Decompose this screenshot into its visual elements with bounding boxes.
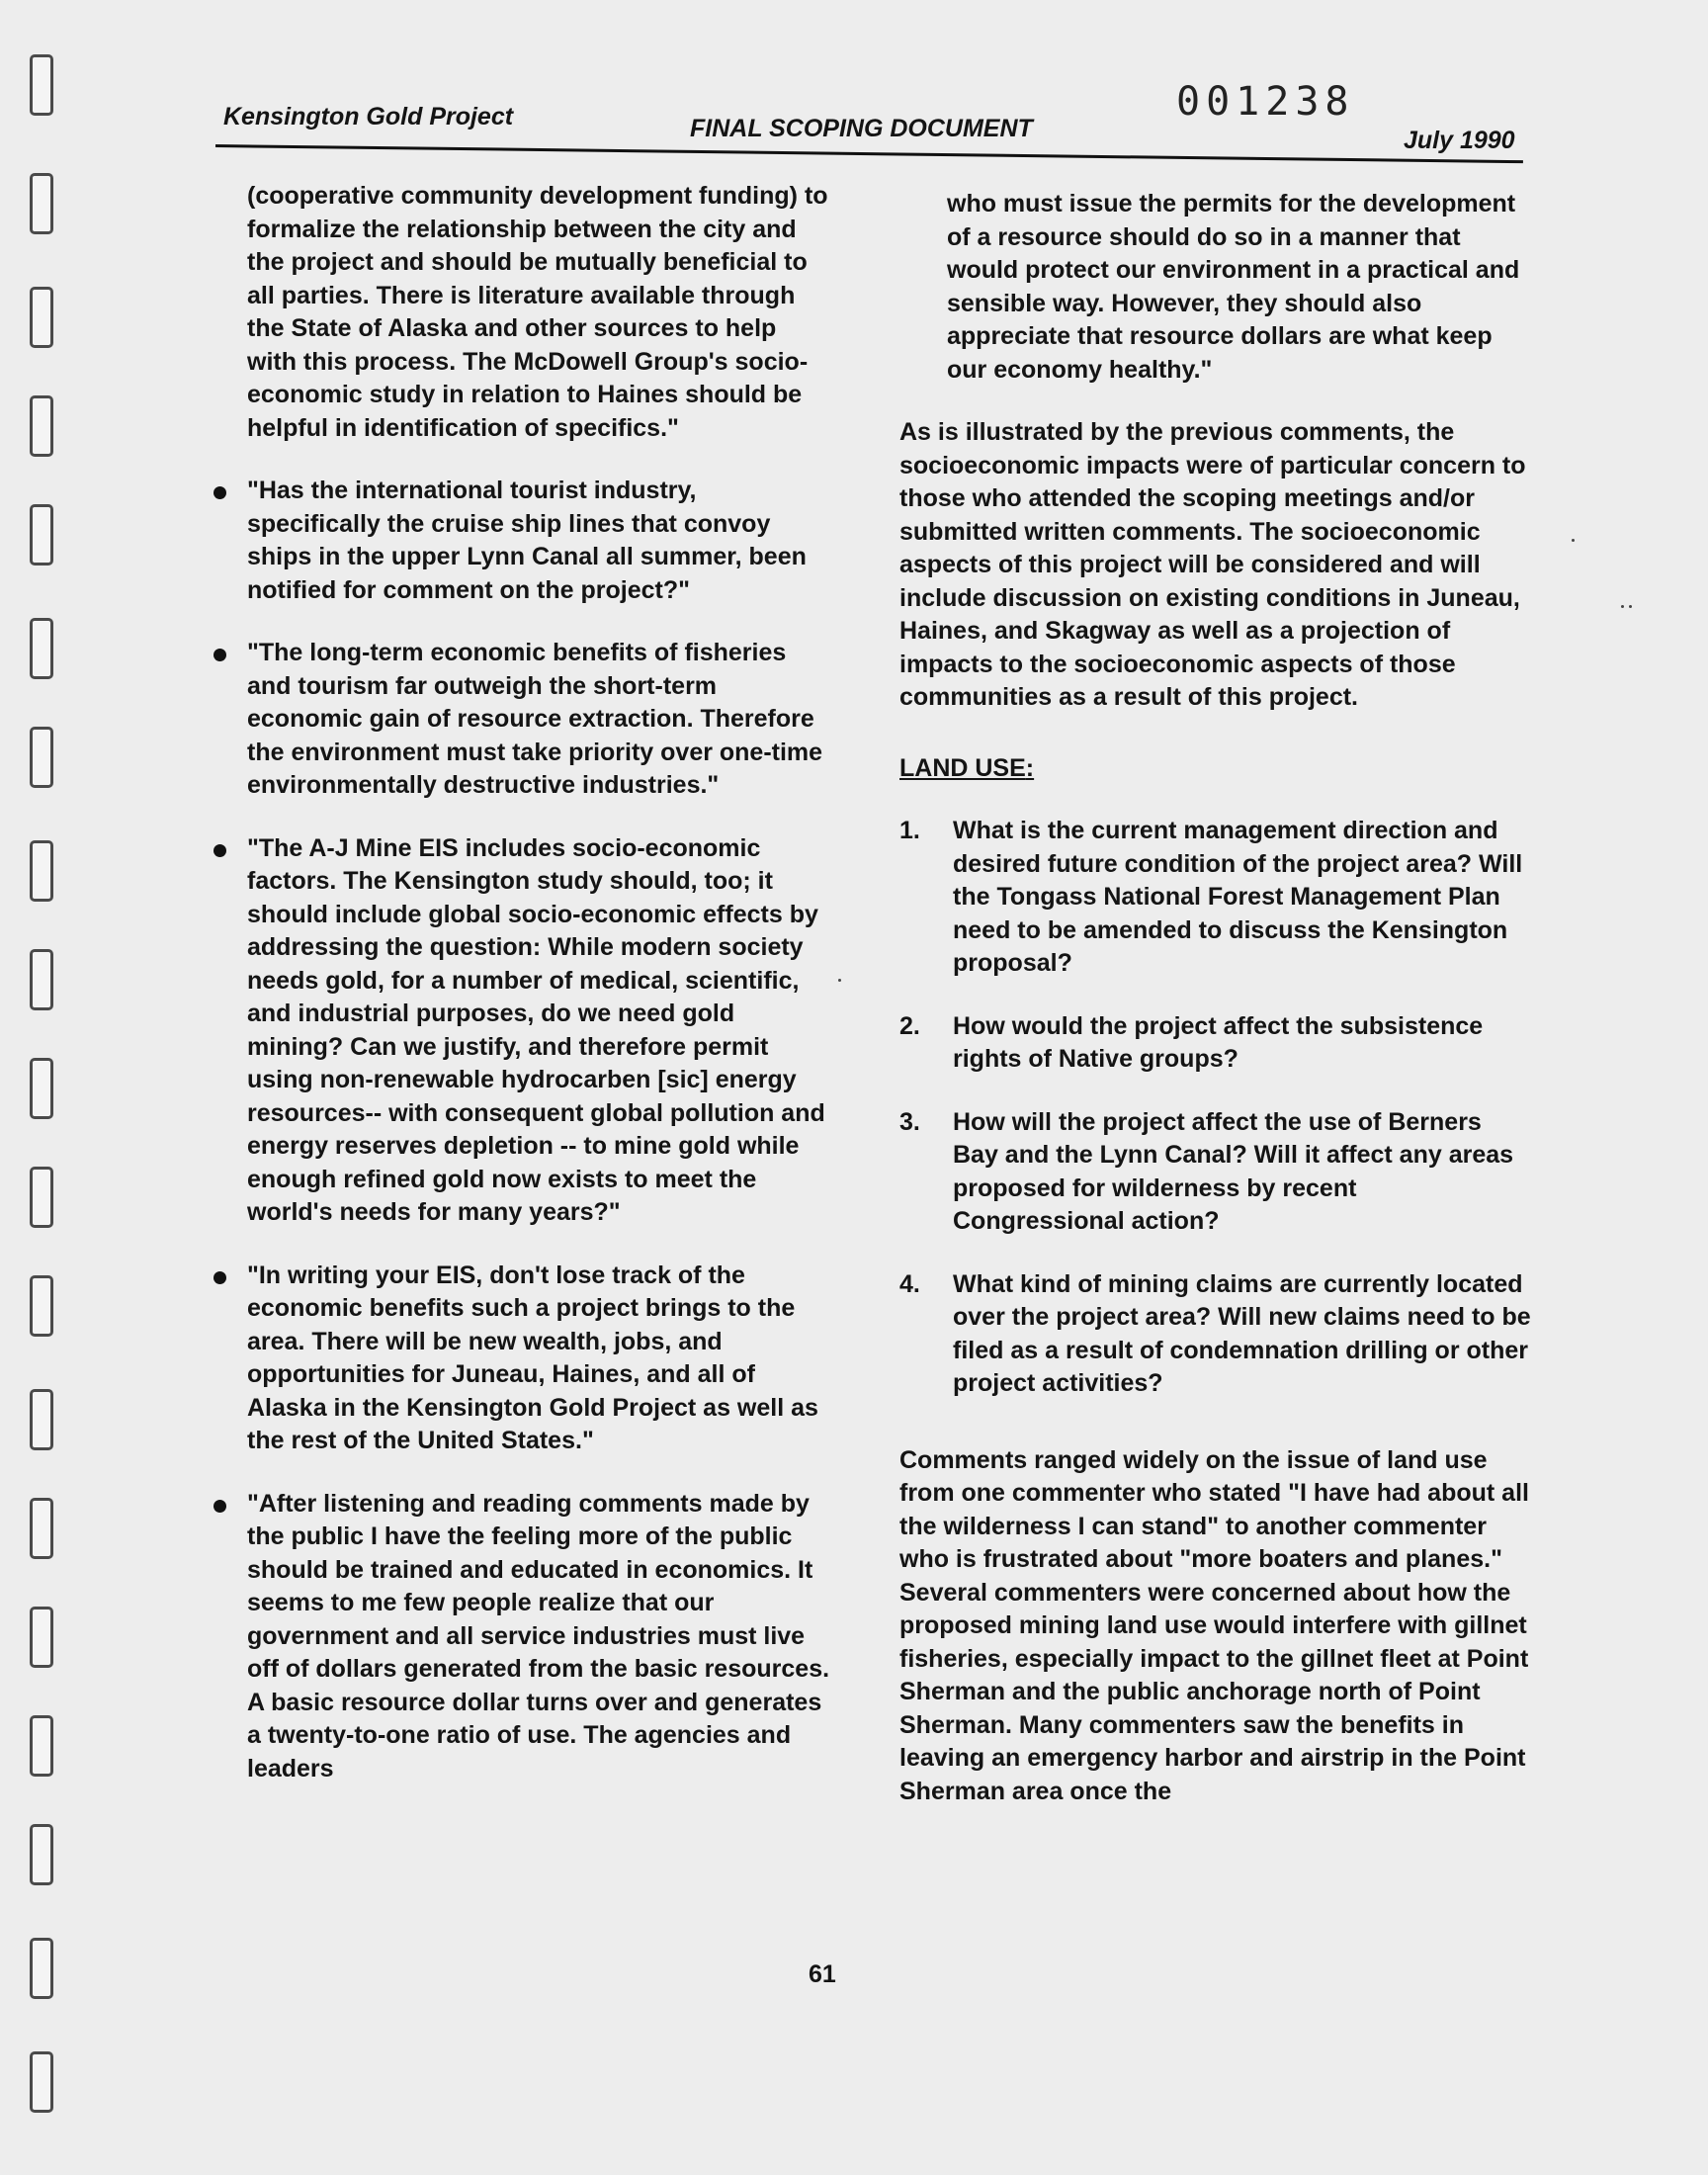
bullet-text: "After listening and reading comments made by the public I have the feeling more of the public should be trained and educated in economics. It seems to me few people realize that our government and all service industries must live off of dollars generated from the basic resources. A basic resource dollar turns over and generates a twenty-to-one ratio of use. The agencies and leaders xyxy=(247,1489,830,1783)
binder-hole xyxy=(30,54,53,116)
bullet-item xyxy=(247,475,830,607)
binder-hole xyxy=(30,1715,53,1777)
page-number: 61 xyxy=(809,1960,836,1988)
document-stamp-number: 001238 xyxy=(1176,79,1355,125)
bullet-icon xyxy=(214,649,226,661)
quote-continuation: (cooperative community development funding) to formalize the relationship between the city and the project and should be mutually beneficial to all parties. There is literature available through the State of Alaska and other sources to help with this process. The McDowell Group's socio-economic study in relation to Haines should be helpful in identification of specifics." xyxy=(247,182,828,442)
scan-speck xyxy=(838,979,841,982)
question-text: How would the project affect the subsistence rights of Native groups? xyxy=(953,1011,1484,1073)
numbered-question xyxy=(899,815,1532,981)
scan-speck xyxy=(1572,539,1575,542)
bullet-item xyxy=(247,1488,830,1786)
header-date: July 1990 xyxy=(1404,127,1515,154)
quote-continuation: who must issue the permits for the development of a resource should do so in a manner that would protect our environment in a practical and sensible way. However, they should also appreciate that resource dollars are what keep our economy healthy." xyxy=(947,190,1520,384)
bullet-icon xyxy=(214,486,226,499)
scan-speck xyxy=(1621,605,1624,608)
question-number: 1. xyxy=(899,817,920,844)
binder-hole xyxy=(30,1389,53,1450)
binder-hole xyxy=(30,173,53,234)
header-document-title: FINAL SCOPING DOCUMENT xyxy=(690,115,1033,142)
binder-hole xyxy=(30,949,53,1010)
binder-hole xyxy=(30,727,53,788)
binder-hole xyxy=(30,618,53,679)
binder-hole xyxy=(30,840,53,902)
closing-paragraph: Comments ranged widely on the issue of land use from one commenter who stated "I have had about all the wilderness I can stand" to another commenter who is frustrated about "more boaters and planes." Several commenters were concerned about how the proposed mining land use would interfere with gillnet fisheries, especially impact to the gillnet fleet at Point Sherman and the public anchorage north of Point Sherman. Many commenters saw the benefits in leaving an emergency harbor and airstrip in the Point Sherman area once the xyxy=(899,1445,1529,1805)
bullet-icon xyxy=(214,1271,226,1284)
right-column xyxy=(899,188,1532,1808)
bullet-text: "The long-term economic benefits of fisheries and tourism far outweigh the short-term economic gain of resource extraction. Therefore the environment must take priority over one-time environmentally destructive industries." xyxy=(247,639,823,799)
bullet-item xyxy=(247,832,830,1230)
section-heading-colon: : xyxy=(1025,753,1035,782)
question-number: 3. xyxy=(899,1107,920,1136)
scan-speck xyxy=(1629,605,1632,608)
binder-hole xyxy=(30,1498,53,1559)
numbered-question xyxy=(899,1268,1532,1401)
question-text: What kind of mining claims are currently located over the project area? Will new claims need to be filed as a result of condemnation drilling or other project activities? xyxy=(953,1269,1531,1397)
binder-hole xyxy=(30,2051,53,2113)
question-number: 2. xyxy=(899,1011,920,1040)
binder-hole xyxy=(30,1275,53,1337)
binder-hole xyxy=(30,1607,53,1668)
binder-holes xyxy=(30,0,69,2175)
left-column xyxy=(247,180,830,1785)
binder-hole xyxy=(30,1167,53,1228)
bullet-text: "In writing your EIS, don't lose track of the economic benefits such a project brings to the area. There will be new wealth, jobs, and opportunities for Juneau, Haines, and all of Alaska in the Kensington Gold Project as well as the rest of the United States." xyxy=(247,1261,818,1454)
binder-hole xyxy=(30,287,53,348)
bullet-item xyxy=(247,637,830,803)
bullet-text: "Has the international tourist industry, specifically the cruise ship lines that convoy ships in the upper Lynn Canal all summer, been notified for comment on the project?" xyxy=(247,477,807,604)
numbered-question xyxy=(899,1010,1532,1077)
bullet-icon xyxy=(214,844,226,857)
section-heading-land-use xyxy=(899,752,1034,786)
bullet-item xyxy=(247,1260,830,1458)
binder-hole xyxy=(30,1824,53,1885)
section-heading-text: LAND USE xyxy=(899,753,1026,782)
summary-paragraph: As is illustrated by the previous comments, the socioeconomic impacts were of particular concern to those who attended the scoping meetings and/or submitted written comments. The socioeconomic aspects of this project will be considered and will include discussion on existing conditions in Juneau, Haines, and Skagway as well as a projection of impacts to the socioeconomic aspects of those communities as a result of this project. xyxy=(899,418,1526,711)
binder-hole xyxy=(30,1938,53,1999)
header-project-title: Kensington Gold Project xyxy=(223,103,514,130)
bullet-icon xyxy=(214,1500,226,1513)
question-text: How will the project affect the use of Berners Bay and the Lynn Canal? Will it affect any areas proposed for wilderness by recent Congressional action? xyxy=(953,1107,1514,1235)
bullet-text: "The A-J Mine EIS includes socio-economic factors. The Kensington study should, too; it should include global socio-economic effects by addressing the question: While modern society needs gold, for a number of medical, scientific, and industrial purposes, do we need gold mining? Can we justify, and therefore permit using non-renewable hydrocarben [sic] energy resources-- with consequent global pollution and energy reserves depletion -- to mine gold while enough refined gold now exists to meet the world's needs for many years?" xyxy=(247,833,825,1226)
header-rule xyxy=(215,144,1523,163)
numbered-question xyxy=(899,1106,1532,1239)
question-number: 4. xyxy=(899,1269,920,1298)
binder-hole xyxy=(30,395,53,457)
question-text: What is the current management direction and desired future condition of the project area? Will the Tongass National Forest Management Plan need to be amended to discuss the Kensington proposal? xyxy=(953,817,1523,977)
binder-hole xyxy=(30,504,53,566)
binder-hole xyxy=(30,1058,53,1119)
